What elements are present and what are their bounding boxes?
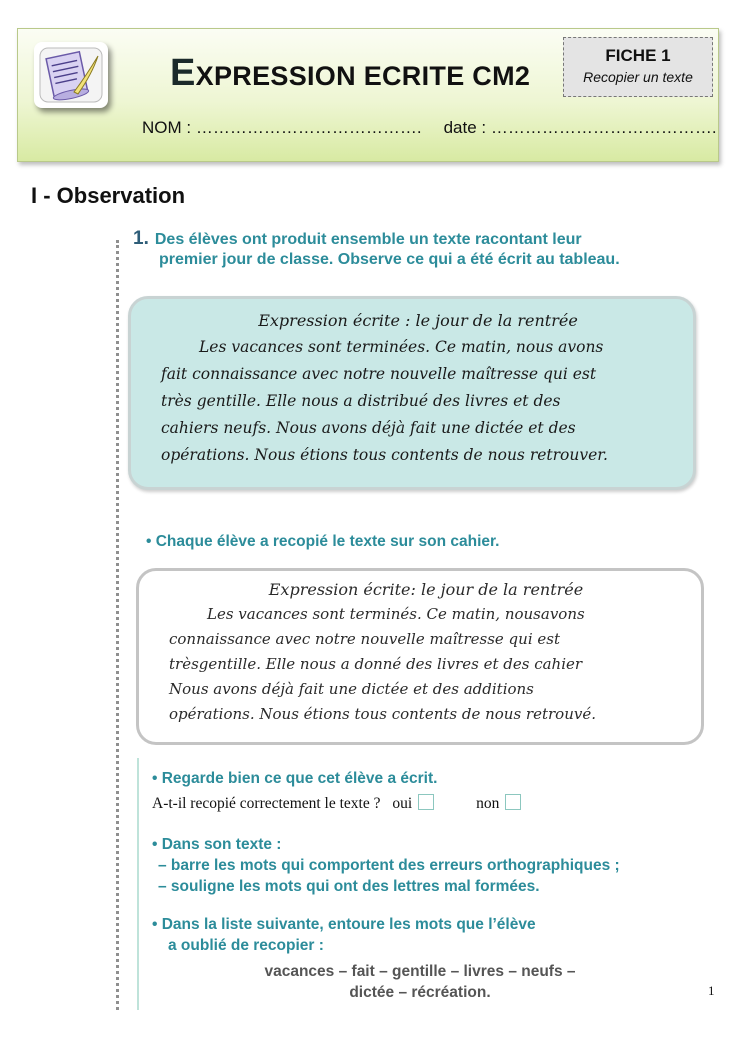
oui-checkbox[interactable]	[418, 794, 434, 810]
exercise-number: 1.	[133, 228, 149, 249]
liste-line-1: • Dans la liste suivante, entoure les mots que l’élève	[152, 916, 536, 933]
student-line: Les vacances sont terminés. Ce matin, nousavons	[207, 605, 585, 623]
student-copy-box	[136, 568, 704, 745]
oui-label: oui	[392, 795, 413, 812]
board-line: opérations. Nous étions tous contents de nous retrouver.	[161, 446, 608, 464]
liste-block	[152, 914, 536, 956]
board-line: très gentille. Elle nous a distribué des livres et des	[161, 392, 561, 410]
student-line: trèsgentille. Elle nous a donné des livres et des cahier	[169, 655, 583, 673]
board-handwriting	[131, 299, 693, 469]
title-rest: XPRESSION ECRITE CM2	[195, 61, 531, 91]
dans-texte-block	[152, 834, 620, 897]
title-initial: E	[170, 52, 196, 94]
liste-line-2: a oublié de recopier :	[168, 937, 324, 954]
date-field: date : ………………………………….	[443, 118, 717, 137]
name-date-line	[142, 118, 717, 138]
fiche-number: FICHE 1	[605, 46, 671, 65]
barre-instruction: – barre les mots qui comportent des erreurs orthographiques ;	[158, 857, 620, 874]
recopie-question	[152, 794, 521, 813]
page-number: 1	[708, 983, 715, 998]
board-line: fait connaissance avec notre nouvelle maîtresse qui est	[161, 365, 597, 383]
blackboard-text-box	[128, 296, 696, 490]
board-line: Les vacances sont terminées. Ce matin, nous avons	[199, 338, 604, 356]
word-list-line-2: dictée – récréation.	[349, 984, 491, 1001]
board-title: Expression écrite : le jour de la rentrée	[258, 311, 578, 330]
non-checkbox[interactable]	[505, 794, 521, 810]
student-handwriting	[139, 571, 701, 727]
student-line: connaissance avec notre nouvelle maîtresse qui est	[169, 630, 560, 648]
word-list-line-1: vacances – fait – gentille – livres – neufs –	[264, 963, 576, 980]
board-line: cahiers neufs. Nous avons déjà fait une dictée et des	[161, 419, 576, 437]
souligne-instruction: – souligne les mots qui ont des lettres mal formées.	[158, 878, 540, 895]
scroll-and-quill-icon	[34, 42, 108, 108]
fiche-subtitle: Recopier un texte	[583, 69, 693, 85]
student-line: Nous avons déjà fait une dictée et des additions	[169, 680, 534, 698]
fiche-label-box	[563, 37, 713, 97]
exercise-instruction	[133, 229, 693, 270]
exercise-line-2: premier jour de classe. Observe ce qui a été écrit au tableau.	[159, 251, 620, 268]
non-label: non	[476, 795, 500, 812]
margin-rule	[137, 758, 139, 1010]
dans-texte-heading: • Dans son texte :	[152, 836, 282, 853]
student-line: opérations. Nous étions tous contents de nous retrouvé.	[169, 705, 596, 723]
word-list	[240, 961, 600, 1003]
recopie-question-text: A-t-il recopié correctement le texte ?	[152, 795, 381, 812]
student-title: Expression écrite: le jour de la rentrée	[268, 580, 584, 599]
page-title	[170, 52, 550, 95]
section-title: I - Observation	[31, 183, 186, 208]
dotted-margin-line	[116, 240, 119, 1010]
copy-bullet: • Chaque élève a recopié le texte sur son cahier.	[146, 533, 500, 550]
nom-field: NOM : ………………………………….	[142, 118, 422, 137]
exercise-line-1: Des élèves ont produit ensemble un texte racontant leur	[154, 231, 582, 248]
regarde-bullet: • Regarde bien ce que cet élève a écrit.	[152, 770, 438, 787]
